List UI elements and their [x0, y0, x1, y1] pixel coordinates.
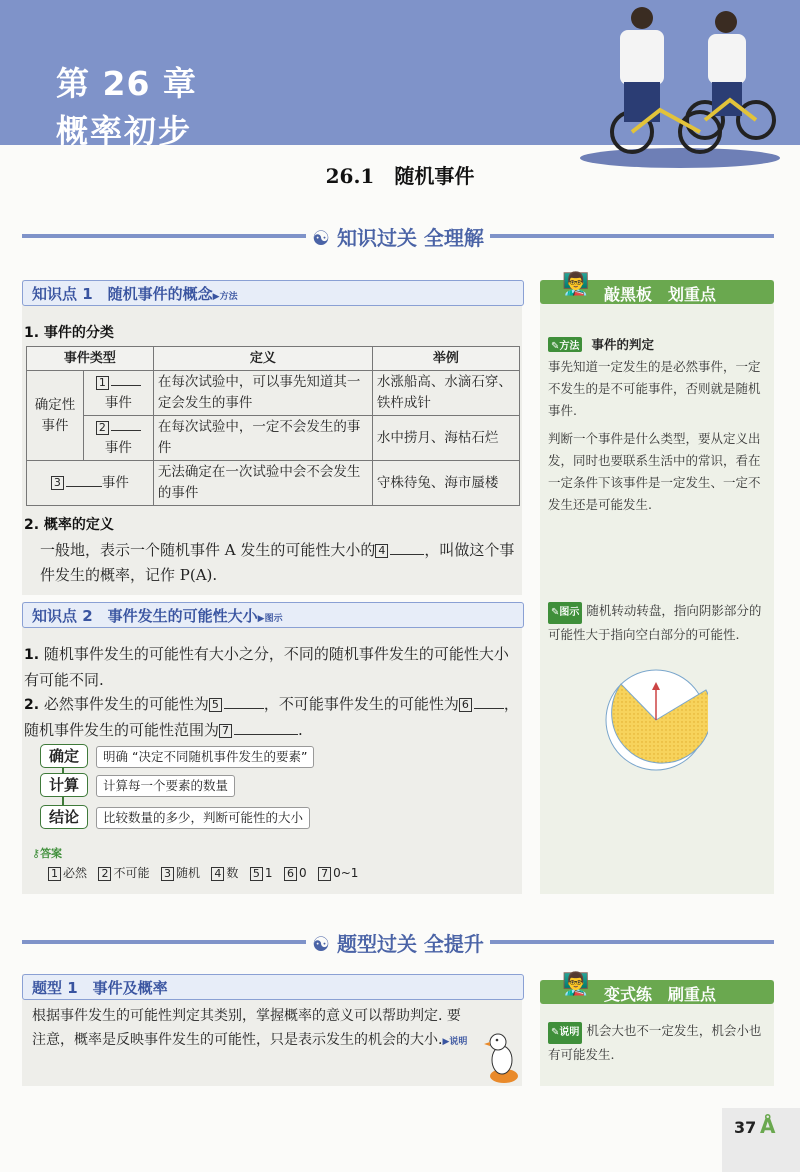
- th-example: 举例: [372, 347, 519, 371]
- flow-text-conclude: 比较数量的多少，判断可能性的大小: [96, 807, 310, 829]
- answer-label: [32, 845, 62, 861]
- answer-value: 数: [226, 866, 239, 880]
- method-tag: [548, 337, 582, 352]
- kp2-item-2-a: 必然事件发生的可能性为: [43, 695, 209, 713]
- blank-num: 6: [459, 698, 472, 712]
- kp2-item-2: [24, 692, 522, 743]
- kp2-item-1-text: 随机事件发生的可能性有大小之分，不同的随机事件发生的可能性大小有可能不同.: [24, 645, 509, 689]
- answer-value: 不可能: [113, 866, 150, 880]
- blank-num: 4: [211, 867, 224, 881]
- duck-mascot-icon: [482, 1030, 522, 1084]
- blank-num: 2: [98, 867, 111, 881]
- answer-item: [284, 866, 307, 880]
- answer-value: 必然: [63, 866, 88, 880]
- kp2-item-2-d: .: [298, 721, 303, 739]
- blank-num: 7: [318, 867, 331, 881]
- pencil-icon: ✎: [551, 1027, 560, 1038]
- kp2-item-1: [24, 642, 522, 693]
- answer-value: 0~1: [333, 866, 359, 880]
- example-cell-3: 守株待兔、海市蜃楼: [372, 461, 519, 506]
- side1-p3: [548, 600, 770, 646]
- practice-banner: [22, 930, 774, 954]
- section-title: 26.1 随机事件: [325, 164, 475, 188]
- diagram-tag-text: 图示: [559, 607, 580, 618]
- answer-item: [161, 866, 200, 880]
- answer-item: [318, 866, 358, 880]
- s2-heading: 2. 概率的定义: [24, 517, 114, 533]
- type1-tag: ▶说明: [442, 1037, 468, 1047]
- note-tag-text: 说明: [559, 1027, 580, 1038]
- s2-paragraph: [40, 538, 522, 588]
- spinner-diagram: [604, 668, 708, 772]
- cyclists-illustration: [560, 0, 800, 175]
- note-tag: [548, 1022, 582, 1044]
- side2-text: [548, 1020, 770, 1066]
- side-head-1-title: 敲黑板 划重点: [604, 285, 717, 304]
- pencil-icon: ✎: [551, 607, 560, 618]
- type-suffix: 事件: [104, 440, 132, 456]
- kp2-item-2-b: ，不可能事件发生的可能性为: [263, 695, 459, 713]
- item-number: 1.: [24, 647, 40, 663]
- side2-text-body: 机会大也不一定发生，机会小也有可能发生.: [548, 1023, 762, 1062]
- knowledge-banner-title: 知识过关 全理解: [336, 226, 484, 250]
- kp2-item-2-c: ，随机事件发生的可能性范围为: [24, 695, 519, 739]
- blank-num: 2: [96, 421, 109, 435]
- answer-list: [48, 864, 358, 881]
- answer-value: 随机: [175, 866, 200, 880]
- teacher-icon: 👨‍🏫: [562, 272, 590, 297]
- practice-banner-title: 题型过关 全提升: [336, 932, 484, 956]
- def-cell-2: 在每次试验中，一定不会发生的事件: [153, 416, 372, 461]
- answer-item: [98, 866, 149, 880]
- type1-title: 题型 1 事件及概率: [32, 979, 168, 997]
- kp2-title: 知识点 2 事件发生的可能性大小: [32, 607, 258, 625]
- flow-step-confirm: 确定: [40, 744, 88, 768]
- kp2-header: [22, 602, 524, 628]
- kp1-tag: ▶方法: [212, 292, 238, 302]
- spiral-icon: ☯: [312, 932, 337, 956]
- diagram-tag: [548, 602, 582, 624]
- teacher-icon: 👨‍🏫: [562, 972, 590, 997]
- page-number-corner: [722, 1108, 800, 1172]
- group-cell: 确定性事件: [27, 371, 84, 461]
- answer-label-text: 答案: [40, 847, 63, 860]
- s2-text-a: 一般地，表示一个随机事件 A 发生的可能性大小的: [40, 541, 376, 559]
- side1-p1: 事先知道一定发生的是必然事件，一定不发生的是不可能事件，否则就是随机事件.: [548, 359, 761, 418]
- blank-num: 4: [375, 544, 388, 558]
- pencil-icon: ✎: [551, 341, 560, 352]
- blank-num: 5: [209, 698, 222, 712]
- type1-header: [22, 974, 524, 1000]
- type-cell-3: [27, 461, 154, 506]
- blank-num: 5: [250, 867, 263, 881]
- chapter-number: 第 26 章: [56, 64, 197, 103]
- spiral-icon: ☯: [312, 226, 337, 250]
- blank-num: 1: [96, 376, 109, 390]
- blank-num: 3: [161, 867, 174, 881]
- type1-text-body: 根据事件发生的可能性判定其类别，掌握概率的意义可以帮助判定. 要注意，概率是反映事件发生的可能性，只是表示发生的机会的大小.: [32, 1008, 461, 1048]
- kp2-tag: ▶图示: [257, 614, 283, 624]
- item-number: 2.: [24, 697, 40, 713]
- blank-num: 3: [51, 476, 64, 490]
- chapter-title: 概率初步: [56, 112, 193, 150]
- flow-text-compute: 计算每一个要素的数量: [96, 775, 235, 797]
- answer-item: [250, 866, 273, 880]
- type-cell-1: [84, 371, 154, 416]
- flow-text-confirm: 明确 “决定不同随机事件发生的要素”: [96, 746, 314, 768]
- kp1-title: 知识点 1 随机事件的概念: [32, 285, 213, 303]
- side-head-1: [540, 272, 774, 304]
- type-cell-2: [84, 416, 154, 461]
- s2-text-b: ，叫做这个事件发生的概率，记作 P(A).: [40, 541, 515, 584]
- answer-value: 1: [264, 866, 273, 880]
- blank-num: 1: [48, 867, 61, 881]
- example-cell-2: 水中捞月、海枯石烂: [372, 416, 519, 461]
- diagram-text: 随机转动转盘，指向阴影部分的可能性大于指向空白部分的可能性.: [548, 603, 762, 642]
- s1-heading: 1. 事件的分类: [24, 325, 114, 341]
- kp1-header: [22, 280, 524, 306]
- page-number: 37: [734, 1118, 757, 1137]
- def-cell-3: 无法确定在一次试验中会不会发生的事件: [153, 461, 372, 506]
- flow-step-compute: 计算: [40, 773, 88, 797]
- flow-step-conclude: 结论: [40, 805, 88, 829]
- side-head-2-title: 变式练 刷重点: [604, 985, 717, 1004]
- answer-value: 0: [298, 866, 307, 880]
- method-tag-text: 方法: [559, 341, 580, 352]
- th-def: 定义: [153, 347, 372, 371]
- logo-a-icon: Å: [760, 1114, 776, 1138]
- event-table: [26, 346, 520, 506]
- side-head-2: [540, 972, 774, 1004]
- blank-num: 6: [284, 867, 297, 881]
- type-suffix: 事件: [104, 395, 132, 411]
- type1-text: [32, 1004, 472, 1054]
- method-title: 事件的判定: [591, 337, 654, 352]
- side1-method-title-row: [548, 334, 770, 353]
- blank-num: 7: [219, 724, 232, 738]
- answer-item: [48, 866, 87, 880]
- answer-item: [211, 866, 238, 880]
- example-cell-1: 水涨船高、水滴石穿、铁杵成针: [372, 371, 519, 416]
- side1-p2: 判断一个事件是什么类型，要从定义出发，同时也要联系生活中的常识，看在一定条件下该事件是一定发生、一定不发生还是可能发生.: [548, 431, 761, 512]
- knowledge-banner: [22, 224, 774, 248]
- th-type: 事件类型: [27, 347, 154, 371]
- def-cell-1: 在每次试验中，可以事先知道其一定会发生的事件: [153, 371, 372, 416]
- type-suffix: 事件: [101, 474, 129, 491]
- key-icon: ⚷: [32, 847, 41, 860]
